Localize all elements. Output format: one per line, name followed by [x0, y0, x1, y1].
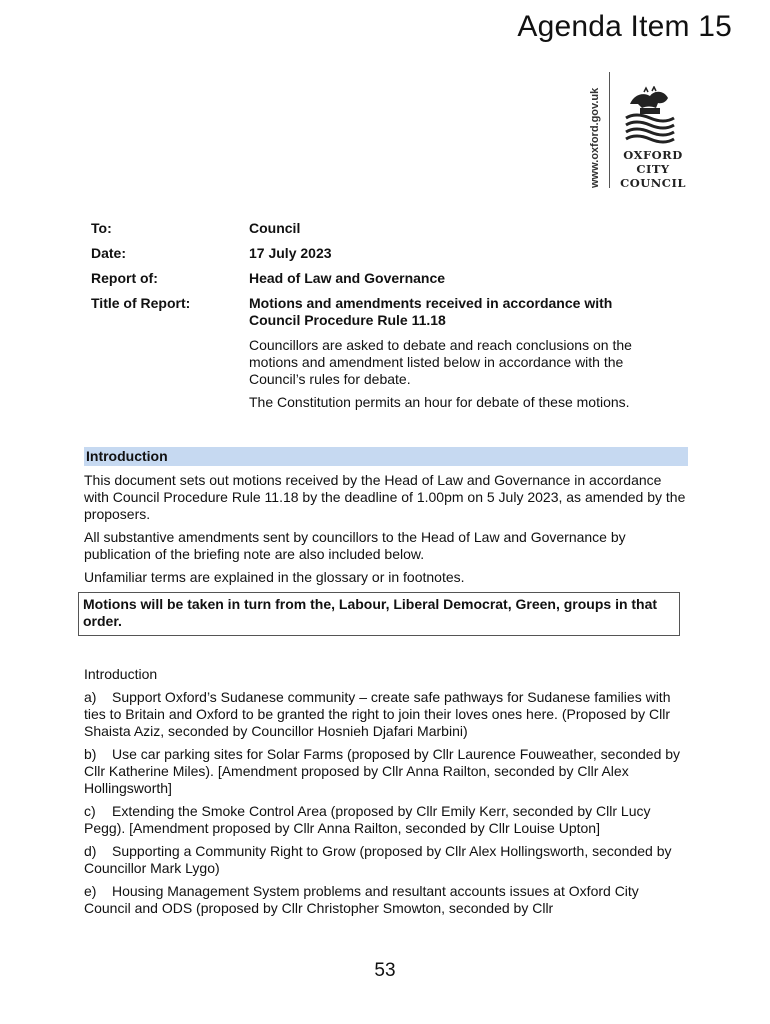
list-item	[84, 843, 688, 877]
title-label: Title of Report:	[91, 295, 191, 311]
agenda-item-title: Agenda Item 15	[517, 10, 732, 43]
list-item-text: Extending the Smoke Control Area (proposed by Cllr Emily Kerr, seconded by Cllr Lucy Pegg). [Amendment proposed by Cllr Anna Railton, seconded by Cllr Louise Upton]	[84, 803, 651, 836]
list-item-letter: c)	[84, 803, 96, 819]
document-body	[84, 447, 688, 923]
to-label: To:	[91, 220, 112, 236]
meta-paragraph-debate: Councillors are asked to debate and reach conclusions on the motions and amendment listed below in accordance with the Council’s rules for debate.	[249, 337, 632, 387]
logo-line-1: OXFORD	[623, 148, 683, 162]
oxford-crest-icon	[622, 86, 678, 148]
list-item-text: Support Oxford’s Sudanese community – create safe pathways for Sudanese families with ties to Britain and Oxford to be granted the right to join their loves ones here. (Proposed by Cllr Shaista Aziz, seconded by Councillor Hosnieh Djafari Marbini)	[84, 689, 671, 739]
list-item-letter: d)	[84, 843, 97, 859]
list-item	[84, 746, 688, 797]
motions-list	[84, 689, 688, 917]
page-number: 53	[374, 960, 396, 981]
list-item-text: Housing Management System problems and resultant accounts issues at Oxford City Council and ODS (proposed by Cllr Christopher Smowton, seconded by Cllr	[84, 883, 639, 916]
list-item-text: Supporting a Community Right to Grow (proposed by Cllr Alex Hollingsworth, seconded by Councillor Mark Lygo)	[84, 843, 672, 876]
logo-divider	[609, 72, 610, 188]
report-metadata	[91, 220, 651, 417]
introduction-heading: Introduction	[84, 447, 688, 466]
list-item-letter: a)	[84, 689, 97, 705]
meta-row-title	[91, 295, 651, 329]
logo-line-2: CITY	[636, 162, 670, 176]
report-of-label: Report of:	[91, 270, 158, 286]
meta-row-date	[91, 245, 651, 262]
list-item	[84, 689, 688, 740]
list-item-text: Use car parking sites for Solar Farms (proposed by Cllr Laurence Fouweather, seconded by Cllr Katherine Miles). [Amendment proposed by Cllr Anna Railton, seconded by Cllr Alex Hollingsworth]	[84, 746, 681, 796]
council-logo-text	[618, 148, 688, 190]
date-value: 17 July 2023	[249, 245, 332, 261]
introduction-paragraph-1: This document sets out motions received by the Head of Law and Governance in accordance with Council Procedure Rule 11.18 by the deadline of 1.00pm on 5 July 2023, as amended by the proposers.	[84, 472, 686, 522]
council-website-url: www.oxford.gov.uk	[589, 87, 601, 188]
list-item-letter: b)	[84, 746, 97, 762]
to-value: Council	[249, 220, 301, 236]
meta-row-to	[91, 220, 651, 237]
report-of-value: Head of Law and Governance	[249, 270, 446, 286]
list-item	[84, 883, 688, 917]
motions-list-intro: Introduction	[84, 666, 158, 682]
motion-order-note: Motions will be taken in turn from the, Labour, Liberal Democrat, Green, groups in that order.	[78, 592, 680, 636]
date-label: Date:	[91, 245, 127, 261]
list-item	[84, 803, 688, 837]
title-value: Motions and amendments received in accordance with Council Procedure Rule 11.18	[249, 295, 613, 328]
introduction-paragraph-3: Unfamiliar terms are explained in the glossary or in footnotes.	[84, 569, 465, 585]
meta-paragraph-constitution: The Constitution permits an hour for debate of these motions.	[249, 394, 630, 410]
introduction-paragraph-2: All substantive amendments sent by councillors to the Head of Law and Governance by publication of the briefing note are also included below.	[84, 529, 626, 562]
meta-row-report-of	[91, 270, 651, 287]
list-item-letter: e)	[84, 883, 97, 899]
logo-line-3: COUNCIL	[620, 176, 686, 190]
